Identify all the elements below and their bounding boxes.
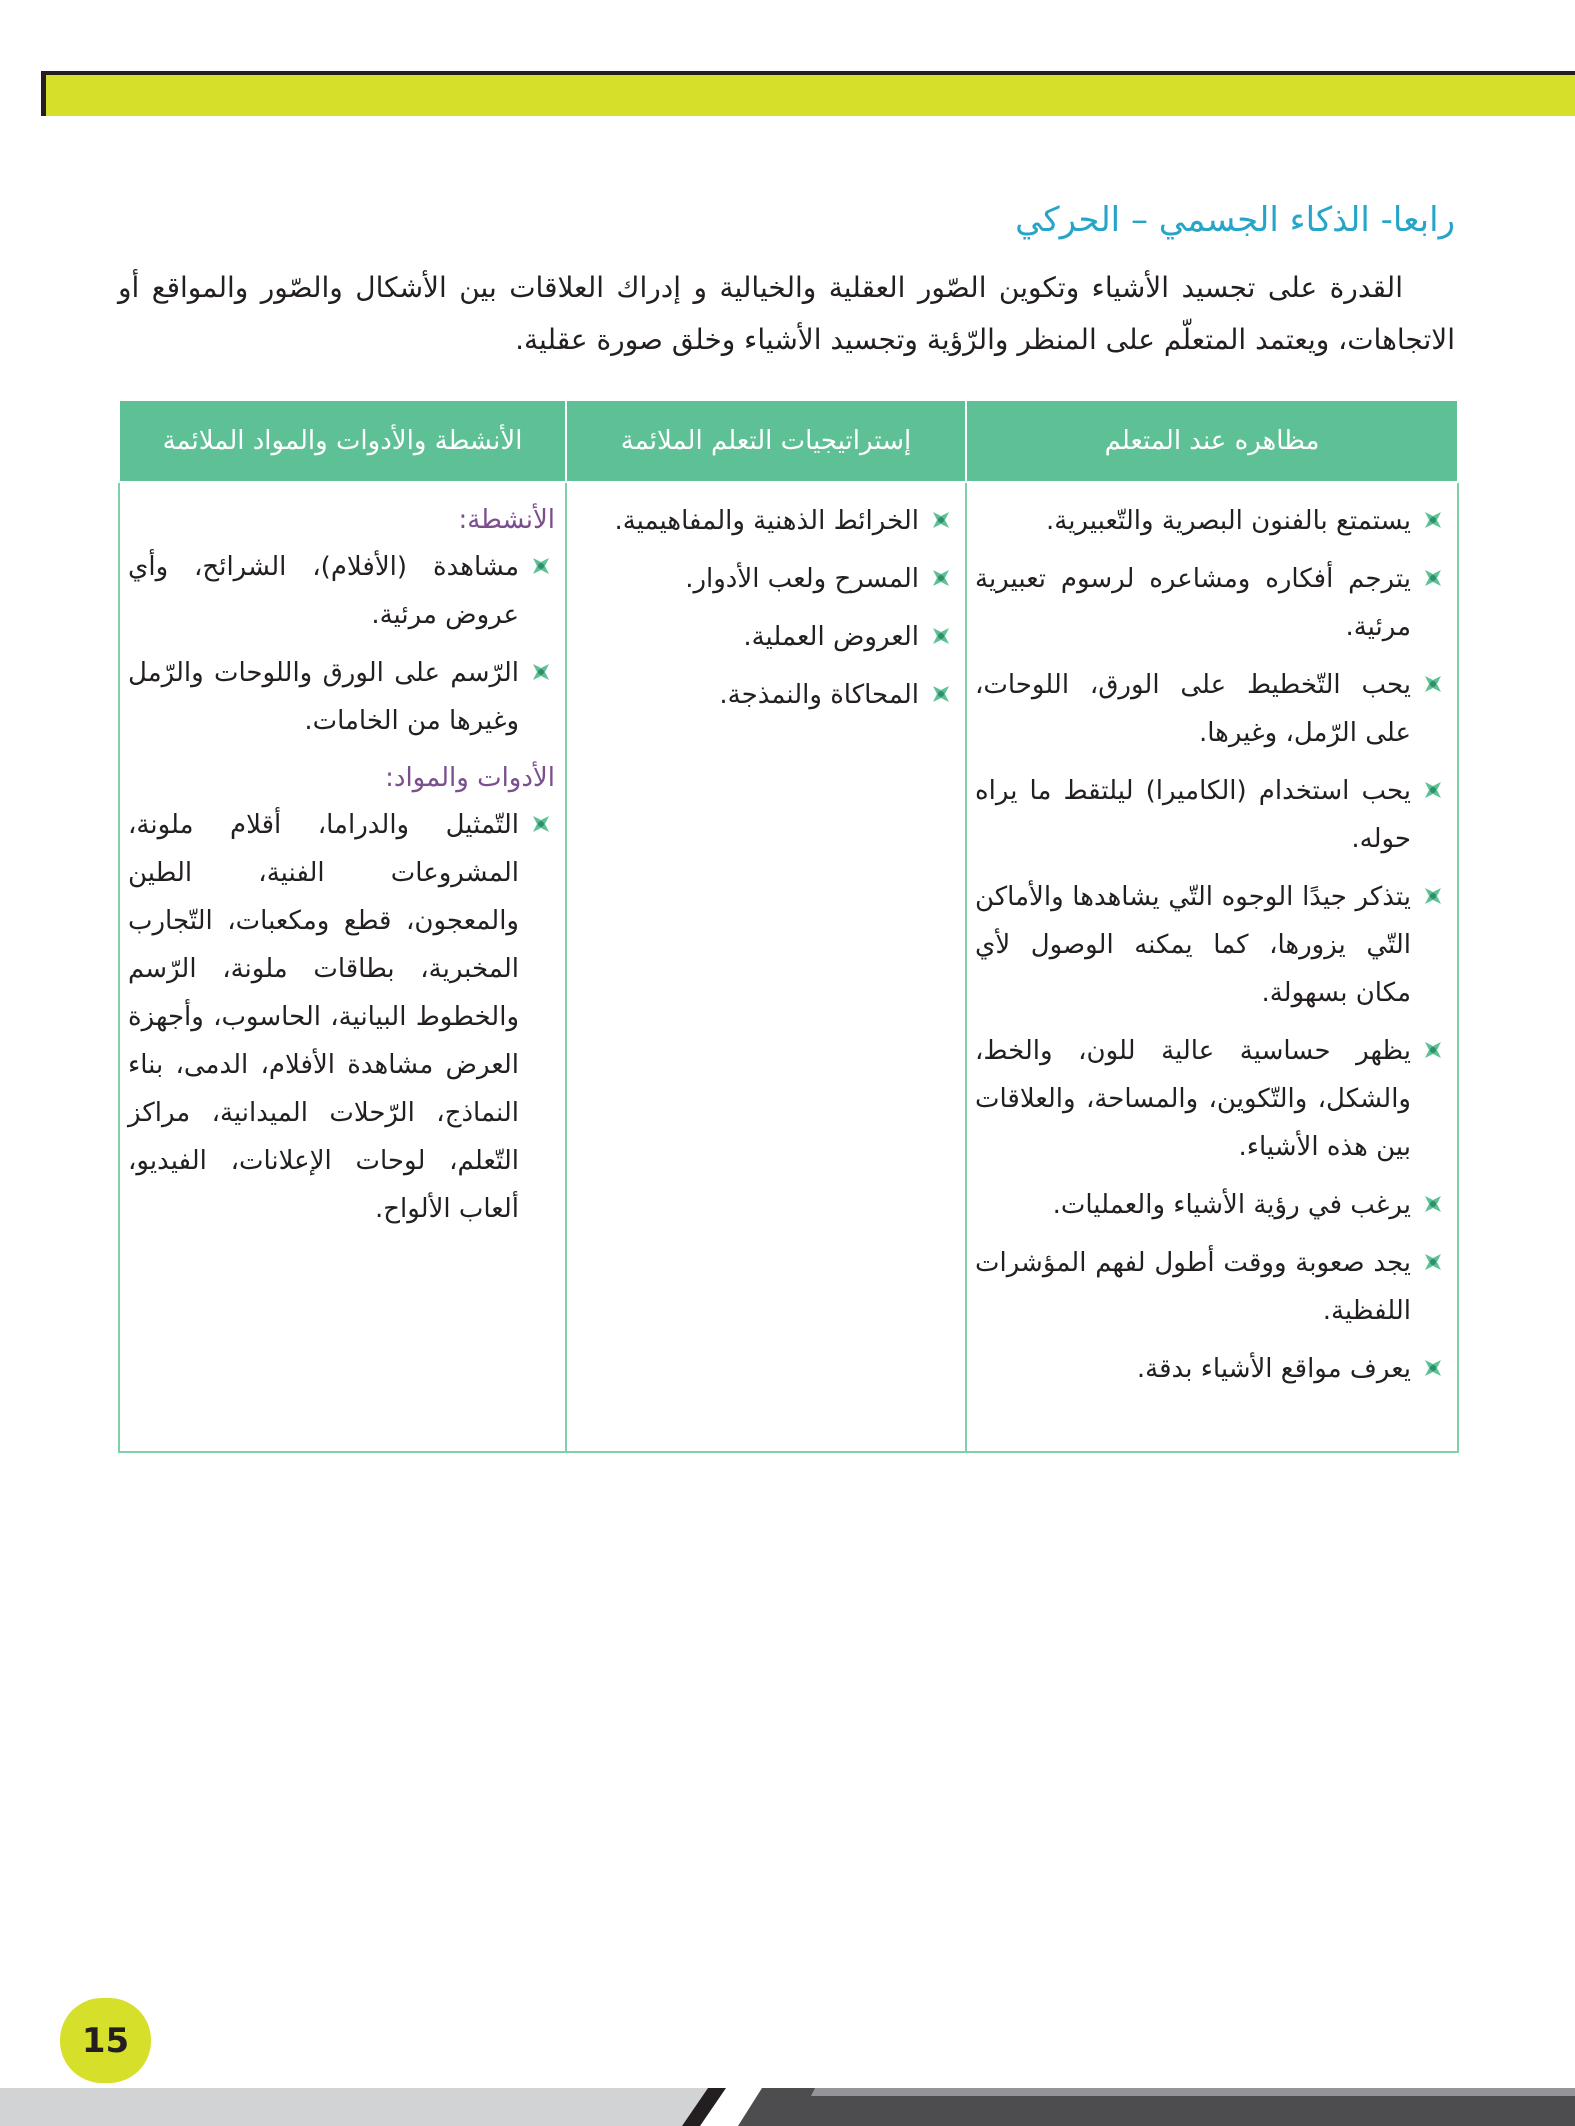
strategies-cell <box>566 482 966 1452</box>
list-item <box>975 1345 1447 1393</box>
list-item-text: المحاكاة والنمذجة. <box>719 680 919 710</box>
bullet-icon <box>931 626 951 646</box>
list-item-text: مشاهدة (الأفلام)، الشرائح، وأي عروض مرئية. <box>128 552 519 630</box>
header-activities: الأنشطة والأدوات والمواد الملائمة <box>119 401 566 482</box>
intro-paragraph <box>118 262 1455 366</box>
list-item <box>975 661 1447 757</box>
bullet-icon <box>1423 780 1443 800</box>
tools-heading: الأدوات والمواد: <box>385 763 555 793</box>
bullet-icon <box>1423 568 1443 588</box>
list-item-text: التّمثيل والدراما، أقلام ملونة، المشروعات الفنية، الطين والمعجون، قطع ومكعبات، التّجارب المخبرية، بطاقات ملونة، الرّسم والخطوط البيانية، الحاسوب، وأجهزة العرض مشاهدة الأفلام، الدمى، بناء النماذج، الرّحلات الميدانية، مراكز التّعلم، لوحات الإعلانات، الفيديو، ألعاب الألواح. <box>128 810 519 1224</box>
header-color-bar <box>41 71 1575 116</box>
header-strategies: إستراتيجيات التعلم الملائمة <box>566 401 966 482</box>
activities-list <box>128 543 555 745</box>
bullet-icon <box>531 662 551 682</box>
header-manifestations: مظاهره عند المتعلم <box>966 401 1458 482</box>
bullet-icon <box>531 814 551 834</box>
bullet-icon <box>1423 510 1443 530</box>
list-item <box>128 649 555 745</box>
list-item <box>975 873 1447 1017</box>
bullet-icon <box>1423 674 1443 694</box>
list-item-text: الرّسم على الورق واللوحات والرّمل وغيرها من الخامات. <box>128 658 519 736</box>
footer-gray-band <box>0 2088 710 2126</box>
bullet-icon <box>931 568 951 588</box>
table-header-row <box>119 401 1458 482</box>
section-title: رابعا- الذكاء الجسمي – الحركي <box>1015 200 1455 240</box>
list-item <box>975 1239 1447 1335</box>
footer-decoration <box>0 2060 1575 2126</box>
list-item <box>575 497 955 545</box>
list-item-text: يجد صعوبة ووقت أطول لفهم المؤشرات اللفظية. <box>975 1248 1411 1326</box>
list-item <box>975 497 1447 545</box>
list-item <box>575 555 955 603</box>
list-item <box>975 1181 1447 1229</box>
list-item-text: يظهر حساسية عالية للون، والخط، والشكل، والتّكوين، والمساحة، والعلاقات بين هذه الأشياء. <box>975 1036 1411 1162</box>
list-item <box>975 767 1447 863</box>
list-item-text: المسرح ولعب الأدوار. <box>685 564 919 594</box>
list-item-text: العروض العملية. <box>743 622 919 652</box>
tools-list <box>128 801 555 1233</box>
strategies-list <box>575 497 955 719</box>
list-item <box>575 613 955 661</box>
footer-stripe <box>811 2088 1575 2096</box>
intro-text: القدرة على تجسيد الأشياء وتكوين الصّور العقلية والخيالية و إدراك العلاقات بين الأشكال والصّور والمواقع أو الاتجاهات، ويعتمد المتعلّم على المنظر والرّؤية وتجسيد الأشياء وخلق صورة عقلية. <box>118 271 1455 356</box>
activities-heading: الأنشطة: <box>458 505 555 535</box>
list-item-text: يحب استخدام (الكاميرا) ليلتقط ما يراه حوله. <box>975 776 1411 854</box>
list-item <box>975 1027 1447 1171</box>
list-item-text: يحب التّخطيط على الورق، اللوحات، على الرّمل، وغيرها. <box>975 670 1411 748</box>
list-item-text: يستمتع بالفنون البصرية والتّعبيرية. <box>1045 506 1411 536</box>
list-item <box>975 555 1447 651</box>
list-item-text: يترجم أفكاره ومشاعره لرسوم تعبيرية مرئية. <box>975 564 1411 642</box>
bullet-icon <box>1423 1194 1443 1214</box>
bullet-icon <box>531 556 551 576</box>
bullet-icon <box>1423 1252 1443 1272</box>
manifestations-list <box>975 497 1447 1393</box>
page-number: 15 <box>60 1998 151 2083</box>
list-item-text: يرغب في رؤية الأشياء والعمليات. <box>1052 1190 1411 1220</box>
list-item <box>128 543 555 639</box>
bullet-icon <box>1423 886 1443 906</box>
activities-cell <box>119 482 566 1452</box>
bullet-icon <box>931 510 951 530</box>
bullet-icon <box>931 684 951 704</box>
list-item-text: يعرف مواقع الأشياء بدقة. <box>1136 1354 1411 1384</box>
list-item-text: يتذكر جيدًا الوجوه التّي يشاهدها والأماكن التّي يزورها، كما يمكنه الوصول لأي مكان بسهولة. <box>975 882 1411 1008</box>
bullet-icon <box>1423 1358 1443 1378</box>
table-body-row <box>119 482 1458 1452</box>
list-item <box>575 671 955 719</box>
list-item <box>128 801 555 1233</box>
list-item-text: الخرائط الذهنية والمفاهيمية. <box>614 506 919 536</box>
bullet-icon <box>1423 1040 1443 1060</box>
intelligence-table <box>118 401 1459 1453</box>
manifestations-cell <box>966 482 1458 1452</box>
